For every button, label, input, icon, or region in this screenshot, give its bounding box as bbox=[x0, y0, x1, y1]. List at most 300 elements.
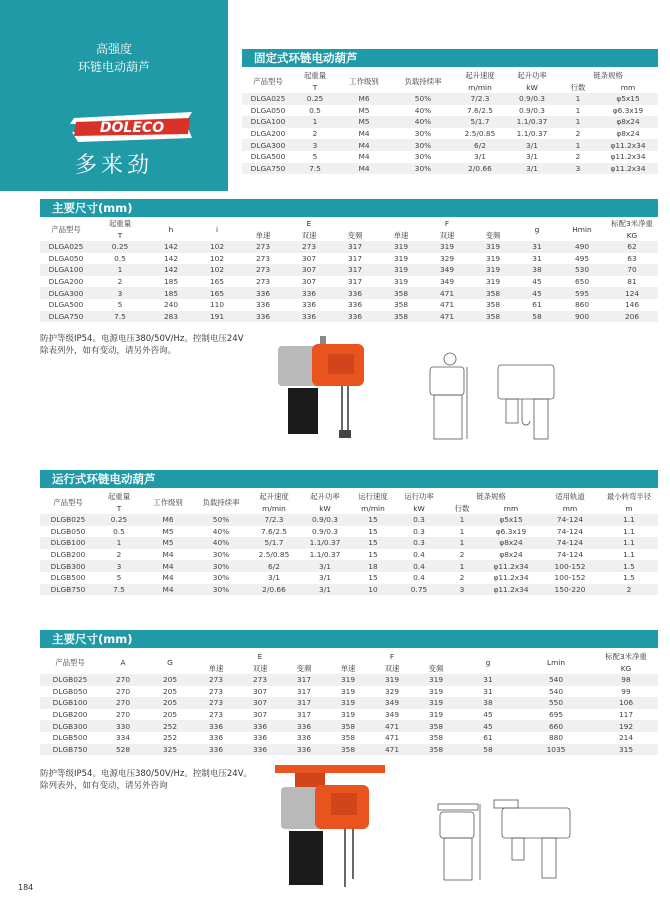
table-cell: 40% bbox=[414, 105, 432, 115]
dims2-table-row bbox=[40, 720, 658, 732]
table-cell: 1 bbox=[558, 139, 598, 151]
table-cell: 695 bbox=[548, 710, 564, 720]
table-cell: 0.75 bbox=[396, 584, 442, 596]
dims1-note-line1: 防护等级IP54。电源电压380/50V/Hz。控制电压24V bbox=[40, 334, 244, 344]
table-cell: 31 bbox=[532, 253, 542, 263]
table-cell: 30% bbox=[414, 152, 432, 162]
table-cell: 336 bbox=[240, 311, 286, 323]
table-cell: M4 bbox=[162, 550, 174, 560]
table-cell: 146 bbox=[624, 300, 640, 310]
table-cell: 336 bbox=[332, 287, 378, 299]
table-cell: 550 bbox=[518, 697, 594, 709]
table-cell: 1.1/0.37 bbox=[309, 550, 341, 560]
table-cell: 317 bbox=[282, 697, 326, 709]
th-run-speed-unit: m/min bbox=[361, 503, 385, 513]
th-f-vf: 变频 bbox=[428, 663, 444, 673]
table-cell: 349 bbox=[424, 264, 470, 276]
table-cell: 63 bbox=[627, 253, 637, 263]
table-cell: 99 bbox=[621, 686, 631, 696]
table-cell: DLGA100 bbox=[242, 116, 294, 128]
table-cell: 307 bbox=[238, 697, 282, 709]
table-cell: 40% bbox=[212, 526, 230, 536]
banner-line2: 环链电动葫芦 bbox=[77, 60, 150, 74]
table-cell: 0.4 bbox=[413, 550, 425, 560]
table-cell: 358 bbox=[470, 287, 516, 299]
table-cell: 3/1 bbox=[506, 139, 558, 151]
th-F: F bbox=[389, 651, 395, 661]
table-cell: DLGA200 bbox=[48, 277, 84, 287]
table-cell: φ11.2x34 bbox=[482, 584, 540, 596]
dims2-note bbox=[40, 768, 252, 792]
table-cell: φ11.2x34 bbox=[493, 573, 529, 583]
th-speed-unit: m/min bbox=[262, 503, 286, 513]
table-cell: 307 bbox=[252, 710, 268, 720]
th-radius: 最小转弯半径 bbox=[606, 491, 652, 501]
table-cell: 336 bbox=[296, 733, 312, 743]
fixed-table-row bbox=[242, 139, 658, 151]
table-cell: 317 bbox=[332, 264, 378, 276]
table-cell: 45 bbox=[516, 287, 558, 299]
table-cell: DLGA050 bbox=[48, 253, 84, 263]
table-cell: 252 bbox=[146, 720, 194, 732]
table-cell: M4 bbox=[358, 129, 370, 139]
table-cell: 319 bbox=[378, 264, 424, 276]
table-cell: 165 bbox=[209, 277, 225, 287]
th-weight: 标配3米净重 bbox=[611, 218, 653, 228]
table-cell: 336 bbox=[282, 720, 326, 732]
table-cell: 336 bbox=[194, 744, 238, 756]
trolley-table-row bbox=[40, 526, 658, 538]
dims1-table-body bbox=[40, 241, 658, 322]
th-e-vf: 变频 bbox=[347, 230, 363, 240]
table-cell: φ6.3x19 bbox=[612, 105, 644, 115]
th-run-speed: 运行速度 bbox=[358, 491, 388, 501]
table-cell: 38 bbox=[516, 264, 558, 276]
table-cell: 471 bbox=[370, 720, 414, 732]
table-cell: 3/1 bbox=[300, 584, 350, 596]
table-cell: 336 bbox=[238, 720, 282, 732]
table-cell: 2/0.66 bbox=[454, 163, 506, 175]
th-power-unit: kW bbox=[319, 503, 331, 513]
table-cell: DLGA500 bbox=[48, 300, 84, 310]
table-cell: M4 bbox=[142, 560, 194, 572]
table-cell: 0.5 bbox=[114, 253, 126, 263]
table-cell: 349 bbox=[384, 710, 400, 720]
th-chain-rows: 行数 bbox=[454, 503, 470, 513]
table-cell: 319 bbox=[393, 277, 409, 287]
dims1-table-row bbox=[40, 253, 658, 265]
dims1-table-row bbox=[40, 264, 658, 276]
table-cell: 336 bbox=[282, 744, 326, 756]
table-cell: 319 bbox=[428, 710, 444, 720]
fixed-table-body bbox=[242, 93, 658, 174]
section-title-fixed: 固定式环链电动葫芦 bbox=[242, 49, 658, 67]
table-cell: 270 bbox=[115, 686, 131, 696]
th-f-dual: 双速 bbox=[384, 663, 400, 673]
table-cell: 1 bbox=[558, 116, 598, 128]
table-cell: 45 bbox=[483, 710, 493, 720]
table-cell: 106 bbox=[594, 697, 658, 709]
table-cell: DLGB500 bbox=[52, 733, 88, 743]
table-cell: 471 bbox=[370, 744, 414, 756]
table-cell: 206 bbox=[606, 311, 658, 323]
table-cell: 307 bbox=[301, 253, 317, 263]
table-cell: 270 bbox=[100, 697, 146, 709]
table-cell: 1.1 bbox=[623, 526, 635, 536]
table-cell: 185 bbox=[163, 277, 179, 287]
th-chain-mm: mm bbox=[503, 503, 519, 513]
table-cell: 5/1.7 bbox=[454, 116, 506, 128]
dims2-table-row bbox=[40, 709, 658, 721]
table-cell: 205 bbox=[146, 697, 194, 709]
table-cell: M4 bbox=[336, 163, 392, 175]
table-cell: 273 bbox=[255, 253, 271, 263]
table-cell: 336 bbox=[301, 300, 317, 310]
table-cell: 315 bbox=[594, 744, 658, 756]
table-cell: 1.5 bbox=[623, 573, 635, 583]
table-cell: 3 bbox=[442, 584, 482, 596]
table-cell: 31 bbox=[516, 241, 558, 253]
table-cell: DLGA025 bbox=[40, 241, 92, 253]
table-cell: 0.9/0.3 bbox=[519, 105, 545, 115]
table-cell: 307 bbox=[286, 264, 332, 276]
table-cell: 0.9/0.3 bbox=[506, 93, 558, 105]
th-E: E bbox=[306, 218, 312, 228]
th-g: g bbox=[485, 657, 491, 667]
table-cell: 30% bbox=[212, 573, 230, 583]
table-cell: φ8x24 bbox=[598, 116, 658, 128]
dims2-table-row bbox=[40, 732, 658, 744]
th-track-unit: mm bbox=[562, 503, 578, 513]
table-cell: 1.1/0.37 bbox=[506, 116, 558, 128]
table-cell: φ5x15 bbox=[598, 93, 658, 105]
table-cell: 10 bbox=[350, 584, 396, 596]
table-cell: 273 bbox=[208, 710, 224, 720]
table-cell: 117 bbox=[618, 710, 634, 720]
table-cell: 273 bbox=[240, 241, 286, 253]
table-cell: 61 bbox=[532, 300, 542, 310]
trolley-table-row bbox=[40, 549, 658, 561]
table-cell: 7/2.3 bbox=[248, 514, 300, 526]
table-cell: DLGA500 bbox=[250, 152, 286, 162]
table-cell: 2 bbox=[116, 550, 122, 560]
table-cell: 0.9/0.3 bbox=[300, 514, 350, 526]
th-load: 起重量 bbox=[108, 218, 132, 228]
th-f-single: 单速 bbox=[393, 230, 409, 240]
table-cell: 110 bbox=[209, 300, 225, 310]
th-h: h bbox=[168, 224, 174, 234]
table-cell: 0.25 bbox=[92, 241, 148, 253]
th-model: 产品型号 bbox=[53, 497, 83, 507]
table-cell: 1.1 bbox=[600, 537, 658, 549]
th-f-vf: 变频 bbox=[485, 230, 501, 240]
table-cell: 1 bbox=[442, 537, 482, 549]
table-cell: 336 bbox=[252, 733, 268, 743]
table-cell: 74-124 bbox=[556, 526, 584, 536]
table-cell: DLGB050 bbox=[52, 686, 88, 696]
table-cell: 349 bbox=[439, 277, 455, 287]
table-cell: 471 bbox=[439, 300, 455, 310]
th-i: i bbox=[215, 224, 219, 234]
table-cell: 240 bbox=[163, 300, 179, 310]
table-cell: 358 bbox=[414, 744, 458, 756]
th-weight: 标配3米净重 bbox=[605, 651, 647, 661]
table-cell: 50% bbox=[194, 514, 248, 526]
th-G: G bbox=[167, 657, 173, 667]
table-cell: 336 bbox=[208, 733, 224, 743]
table-cell: 540 bbox=[518, 674, 594, 686]
table-cell: DLGB050 bbox=[50, 526, 86, 536]
dims2-table-row bbox=[40, 697, 658, 709]
th-e-single: 单速 bbox=[208, 663, 224, 673]
table-cell: DLGB200 bbox=[52, 710, 88, 720]
table-cell: 0.3 bbox=[396, 514, 442, 526]
table-cell: 30% bbox=[392, 163, 454, 175]
th-class: 工作级别 bbox=[153, 497, 183, 507]
th-duty: 负载持续率 bbox=[202, 497, 240, 507]
table-cell: 1035 bbox=[518, 744, 594, 756]
fixed-table-row bbox=[242, 163, 658, 175]
section-title-dims1: 主要尺寸(mm) bbox=[40, 199, 658, 217]
table-cell: DLGB750 bbox=[40, 584, 96, 596]
th-radius-unit: m bbox=[625, 503, 633, 513]
th-speed: 起升速度 bbox=[465, 70, 495, 80]
table-cell: 205 bbox=[162, 710, 178, 720]
table-cell: 40% bbox=[392, 116, 454, 128]
dims2-table-row bbox=[40, 744, 658, 756]
table-cell: 1.1 bbox=[623, 550, 635, 560]
table-cell: 2 bbox=[459, 573, 465, 583]
table-cell: 273 bbox=[255, 277, 271, 287]
table-cell: 5 bbox=[117, 300, 123, 310]
table-cell: DLGA025 bbox=[242, 93, 294, 105]
table-cell: 5/1.7 bbox=[248, 537, 300, 549]
table-cell: DLGA300 bbox=[242, 139, 294, 151]
fixed-table-row bbox=[242, 105, 658, 117]
table-cell: 40% bbox=[194, 537, 248, 549]
dims2-table-wrap bbox=[40, 650, 658, 755]
table-cell: M4 bbox=[358, 152, 370, 162]
table-cell: 142 bbox=[148, 264, 194, 276]
table-cell: 205 bbox=[162, 686, 178, 696]
table-cell: DLGB300 bbox=[40, 560, 96, 572]
table-cell: 3 bbox=[96, 560, 142, 572]
table-cell: DLGB200 bbox=[50, 550, 86, 560]
table-cell: 358 bbox=[326, 720, 370, 732]
table-cell: DLGA200 bbox=[250, 129, 286, 139]
table-cell: 0.3 bbox=[413, 526, 425, 536]
th-speed-unit: m/min bbox=[468, 82, 492, 92]
table-cell: 273 bbox=[286, 241, 332, 253]
table-cell: 30% bbox=[392, 139, 454, 151]
table-cell: 1.1/0.37 bbox=[516, 129, 548, 139]
th-chain-rows: 行数 bbox=[570, 82, 586, 92]
table-cell: 30% bbox=[194, 584, 248, 596]
table-cell: 7.5 bbox=[92, 311, 148, 323]
table-cell: 45 bbox=[532, 277, 542, 287]
table-cell: 2 bbox=[459, 550, 465, 560]
table-cell: 317 bbox=[347, 277, 363, 287]
table-cell: 102 bbox=[209, 253, 225, 263]
table-cell: 471 bbox=[424, 287, 470, 299]
table-cell: DLGB100 bbox=[40, 537, 96, 549]
dims1-table-row bbox=[40, 311, 658, 323]
table-cell: 273 bbox=[238, 674, 282, 686]
table-cell: 319 bbox=[485, 277, 501, 287]
trolley-table-row bbox=[40, 584, 658, 596]
table-cell: M4 bbox=[162, 573, 174, 583]
table-cell: 319 bbox=[326, 697, 370, 709]
table-cell: DLGB025 bbox=[40, 514, 96, 526]
table-cell: M4 bbox=[336, 139, 392, 151]
table-cell: 3 bbox=[294, 139, 336, 151]
trolley-table-row bbox=[40, 514, 658, 526]
th-f-dual: 双速 bbox=[439, 230, 455, 240]
th-model: 产品型号 bbox=[55, 657, 85, 667]
table-cell: 1 bbox=[294, 116, 336, 128]
table-cell: 30% bbox=[414, 129, 432, 139]
table-cell: 2/0.66 bbox=[248, 584, 300, 596]
table-cell: 1 bbox=[558, 93, 598, 105]
dims1-table-row bbox=[40, 287, 658, 299]
dims1-table-wrap bbox=[40, 217, 658, 322]
table-cell: 100-152 bbox=[540, 560, 600, 572]
table-cell: 0.9/0.3 bbox=[312, 526, 338, 536]
th-F: F bbox=[444, 218, 450, 228]
table-cell: 358 bbox=[378, 311, 424, 323]
table-cell: 471 bbox=[384, 733, 400, 743]
fixed-table-row bbox=[242, 128, 658, 140]
table-cell: DLGB500 bbox=[50, 573, 86, 583]
trolley-table-row bbox=[40, 572, 658, 584]
th-f-single: 单速 bbox=[340, 663, 356, 673]
table-cell: M5 bbox=[336, 116, 392, 128]
trolley-hoist-drawing bbox=[432, 796, 582, 886]
table-cell: 7.5 bbox=[294, 163, 336, 175]
table-cell: 1 bbox=[96, 537, 142, 549]
th-load-unit: T bbox=[117, 230, 123, 240]
table-cell: 1.1/0.37 bbox=[300, 537, 350, 549]
table-cell: DLGB025 bbox=[40, 674, 100, 686]
fixed-hoist-photo bbox=[268, 332, 376, 440]
table-cell: 58 bbox=[458, 744, 518, 756]
table-cell: DLGA750 bbox=[242, 163, 294, 175]
table-cell: DLGA750 bbox=[40, 311, 92, 323]
table-cell: 2.5/0.85 bbox=[464, 129, 496, 139]
table-cell: 358 bbox=[378, 287, 424, 299]
table-cell: φ11.2x34 bbox=[482, 560, 540, 572]
table-cell: 30% bbox=[212, 550, 230, 560]
table-cell: 317 bbox=[347, 253, 363, 263]
banner-line1: 高强度 bbox=[95, 42, 132, 56]
table-cell: 1.1 bbox=[600, 514, 658, 526]
table-cell: φ6.3x19 bbox=[495, 526, 527, 536]
table-cell: 1.5 bbox=[600, 560, 658, 572]
th-run-power-unit: kW bbox=[413, 503, 425, 513]
table-cell: 329 bbox=[384, 686, 400, 696]
table-cell: 317 bbox=[296, 686, 312, 696]
table-cell: 150-220 bbox=[540, 584, 600, 596]
table-cell: 273 bbox=[194, 674, 238, 686]
table-cell: 317 bbox=[332, 241, 378, 253]
th-speed: 起升速度 bbox=[259, 491, 289, 501]
table-cell: DLGA100 bbox=[40, 264, 92, 276]
table-cell: 336 bbox=[194, 720, 238, 732]
table-cell: 15 bbox=[350, 514, 396, 526]
table-cell: 319 bbox=[470, 264, 516, 276]
th-power: 起升功率 bbox=[310, 491, 340, 501]
table-cell: 307 bbox=[252, 686, 268, 696]
table-cell: 358 bbox=[428, 733, 444, 743]
table-cell: 1 bbox=[442, 514, 482, 526]
table-cell: 50% bbox=[392, 93, 454, 105]
table-cell: 31 bbox=[458, 674, 518, 686]
table-cell: 358 bbox=[326, 744, 370, 756]
table-cell: 650 bbox=[574, 277, 590, 287]
table-cell: 317 bbox=[296, 710, 312, 720]
table-cell: 319 bbox=[340, 686, 356, 696]
table-cell: 273 bbox=[208, 686, 224, 696]
th-load-unit: T bbox=[312, 82, 318, 92]
table-cell: 81 bbox=[627, 277, 637, 287]
th-e-single: 单速 bbox=[255, 230, 271, 240]
table-cell: 471 bbox=[424, 311, 470, 323]
th-lmin: Lmin bbox=[546, 657, 566, 667]
table-cell: 334 bbox=[115, 733, 131, 743]
table-cell: φ11.2x34 bbox=[598, 163, 658, 175]
table-cell: 319 bbox=[378, 241, 424, 253]
table-cell: 3/1 bbox=[506, 163, 558, 175]
section-title-trolley: 运行式环链电动葫芦 bbox=[40, 470, 658, 488]
table-cell: 325 bbox=[146, 744, 194, 756]
dims1-table-row bbox=[40, 299, 658, 311]
th-power-unit: kW bbox=[526, 82, 538, 92]
table-cell: φ8x24 bbox=[499, 550, 523, 560]
table-cell: 358 bbox=[414, 720, 458, 732]
table-cell: 349 bbox=[370, 697, 414, 709]
dims1-table-row bbox=[40, 276, 658, 288]
trolley-spec-table bbox=[40, 490, 658, 595]
table-cell: 329 bbox=[439, 253, 455, 263]
table-cell: 283 bbox=[148, 311, 194, 323]
table-cell: 214 bbox=[618, 733, 634, 743]
th-e-dual: 双速 bbox=[301, 230, 317, 240]
table-cell: 880 bbox=[548, 733, 564, 743]
th-track: 适用轨道 bbox=[555, 491, 585, 501]
table-cell: 7.6/2.5 bbox=[261, 526, 287, 536]
table-cell: 38 bbox=[458, 697, 518, 709]
th-power: 起升功率 bbox=[517, 70, 547, 80]
fixed-table-row bbox=[242, 151, 658, 163]
table-cell: 860 bbox=[574, 300, 590, 310]
th-hmin: Hmin bbox=[572, 224, 592, 234]
table-cell: 6/2 bbox=[454, 139, 506, 151]
table-cell: 31 bbox=[483, 686, 493, 696]
table-cell: 336 bbox=[240, 287, 286, 299]
th-model: 产品型号 bbox=[253, 76, 283, 86]
table-cell: 3/1 bbox=[474, 152, 486, 162]
th-load: 起重量 bbox=[303, 70, 327, 80]
th-g: g bbox=[534, 224, 540, 234]
table-cell: 319 bbox=[326, 674, 370, 686]
table-cell: 6/2 bbox=[248, 560, 300, 572]
table-cell: 336 bbox=[347, 300, 363, 310]
trolley-table-row bbox=[40, 537, 658, 549]
table-cell: 540 bbox=[548, 686, 564, 696]
brand-banner bbox=[0, 0, 228, 191]
table-cell: 528 bbox=[100, 744, 146, 756]
table-cell: 74-124 bbox=[540, 514, 600, 526]
